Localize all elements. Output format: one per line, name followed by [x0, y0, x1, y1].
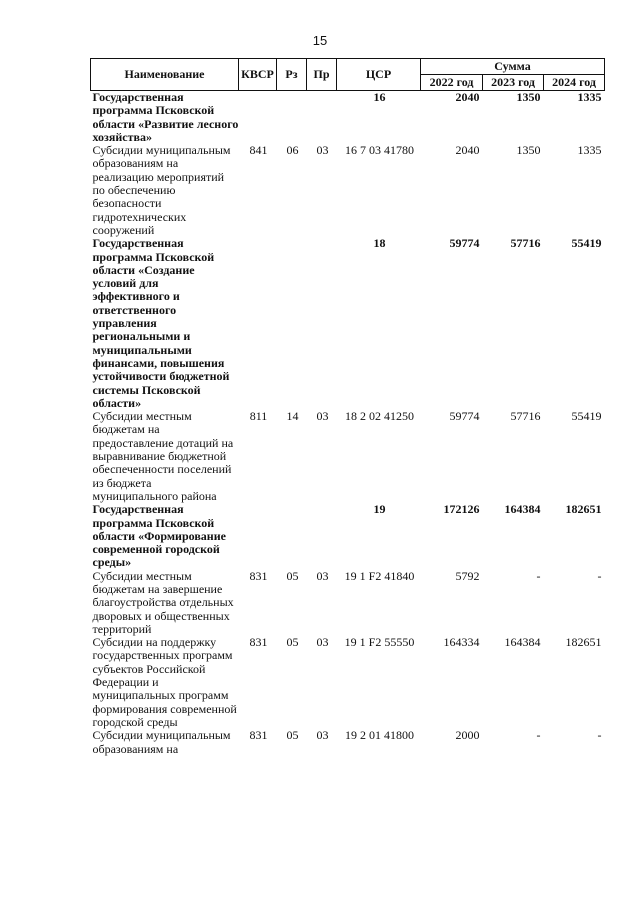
row-2022: 5792 — [455, 568, 480, 583]
row-pr: 03 — [316, 568, 329, 583]
row-2022: 59774 — [449, 236, 480, 251]
row-name: Субсидии муниципальным образованиям на реализацию мероприятий по обеспечению безопасности гидротехнических сооружений — [92, 143, 231, 237]
row-kvsr: 831 — [249, 728, 268, 743]
row-csr: 19 2 01 41800 — [345, 728, 414, 743]
row-2024: 182651 — [565, 502, 602, 517]
row-2024: - — [597, 728, 602, 743]
row-name: Субсидии местным бюджетам на завершение благоустройства отдельных дворовых и общественных территорий — [92, 568, 234, 636]
col-2024-header: 2024 год — [544, 75, 605, 91]
row-2022: 164334 — [443, 635, 480, 650]
row-csr: 16 7 03 41780 — [345, 143, 414, 158]
row-name: Субсидии на поддержку государственных программ субъектов Российской Федерации и муниципальных программ формирования современной городской среды — [92, 635, 237, 729]
row-rz: 06 — [286, 143, 299, 158]
row-pr: 03 — [316, 143, 329, 158]
row-name: Государственная программа Псковской области «Создание условий для эффективного и ответственного управления региональными и муниципальными финансами, повышения устойчивости бюджетной системы Псковской области» — [92, 236, 230, 410]
row-2023: 57716 — [510, 409, 541, 424]
budget-table — [90, 58, 605, 756]
row-rz: 05 — [286, 568, 299, 583]
row-pr — [307, 237, 337, 410]
row-2022: 2040 — [455, 90, 480, 104]
col-rz-header: Рз — [277, 59, 307, 91]
row-name: Государственная программа Псковской области «Формирование современной городской среды» — [92, 502, 226, 570]
row-pr: 03 — [316, 409, 329, 424]
row-kvsr: 831 — [249, 568, 268, 583]
row-2024: 55419 — [571, 236, 602, 251]
row-2023: - — [536, 728, 541, 743]
row-2023: - — [536, 568, 541, 583]
row-2022: 59774 — [449, 409, 480, 424]
row-csr: 19 — [373, 502, 386, 517]
col-sum-header: Сумма — [421, 59, 605, 75]
row-csr: 19 1 F2 55550 — [344, 635, 415, 650]
row-kvsr: 841 — [249, 143, 268, 158]
col-name-header: Наименование — [91, 59, 239, 91]
row-kvsr — [239, 237, 277, 410]
row-2022: 2040 — [455, 143, 480, 158]
col-2022-header: 2022 год — [421, 75, 483, 91]
row-rz — [277, 503, 307, 569]
row-2022: 2000 — [455, 728, 480, 743]
row-rz — [277, 91, 307, 145]
page-number: 15 — [312, 33, 328, 48]
row-kvsr — [239, 503, 277, 569]
table-body — [91, 91, 605, 756]
row-pr: 03 — [316, 728, 329, 743]
row-2023: 164384 — [504, 635, 541, 650]
row-csr: 16 — [373, 90, 386, 104]
subsidy-row — [91, 144, 605, 237]
row-csr: 18 2 02 41250 — [345, 409, 414, 424]
row-2024: 1335 — [577, 143, 602, 158]
row-pr — [307, 91, 337, 145]
row-rz — [277, 237, 307, 410]
row-rz: 14 — [286, 409, 299, 424]
program-row — [91, 503, 605, 569]
row-2023: 57716 — [510, 236, 541, 251]
row-2023: 164384 — [504, 502, 541, 517]
row-name: Государственная программа Псковской области «Развитие лесного хозяйства» — [92, 90, 239, 144]
row-csr: 18 — [373, 236, 386, 251]
row-name: Субсидии муниципальным образованиям на — [92, 728, 231, 756]
row-rz: 05 — [286, 728, 299, 743]
row-2024: - — [597, 568, 602, 583]
col-kvsr-header: КВСР — [239, 59, 277, 91]
row-name: Субсидии местным бюджетам на предоставление дотаций на выравнивание бюджетной обеспеченности поселений из бюджета муниципального района — [92, 409, 234, 503]
row-kvsr — [239, 91, 277, 145]
subsidy-row — [91, 570, 605, 636]
row-2024: 55419 — [571, 409, 602, 424]
col-2023-header: 2023 год — [483, 75, 544, 91]
subsidy-row — [91, 636, 605, 729]
row-2023: 1350 — [516, 143, 541, 158]
row-pr: 03 — [316, 635, 329, 650]
subsidy-row — [91, 410, 605, 503]
row-kvsr: 831 — [249, 635, 268, 650]
row-2022: 172126 — [443, 502, 480, 517]
program-row — [91, 237, 605, 410]
col-csr-header: ЦСР — [337, 59, 421, 91]
row-rz: 05 — [286, 635, 299, 650]
program-row — [91, 91, 605, 145]
row-pr — [307, 503, 337, 569]
subsidy-row — [91, 729, 605, 756]
col-pr-header: Пр — [307, 59, 337, 91]
row-2024: 182651 — [565, 635, 602, 650]
row-2024: 1335 — [577, 90, 602, 104]
row-csr: 19 1 F2 41840 — [344, 568, 415, 583]
row-kvsr: 811 — [249, 409, 268, 424]
row-2023: 1350 — [516, 90, 541, 104]
